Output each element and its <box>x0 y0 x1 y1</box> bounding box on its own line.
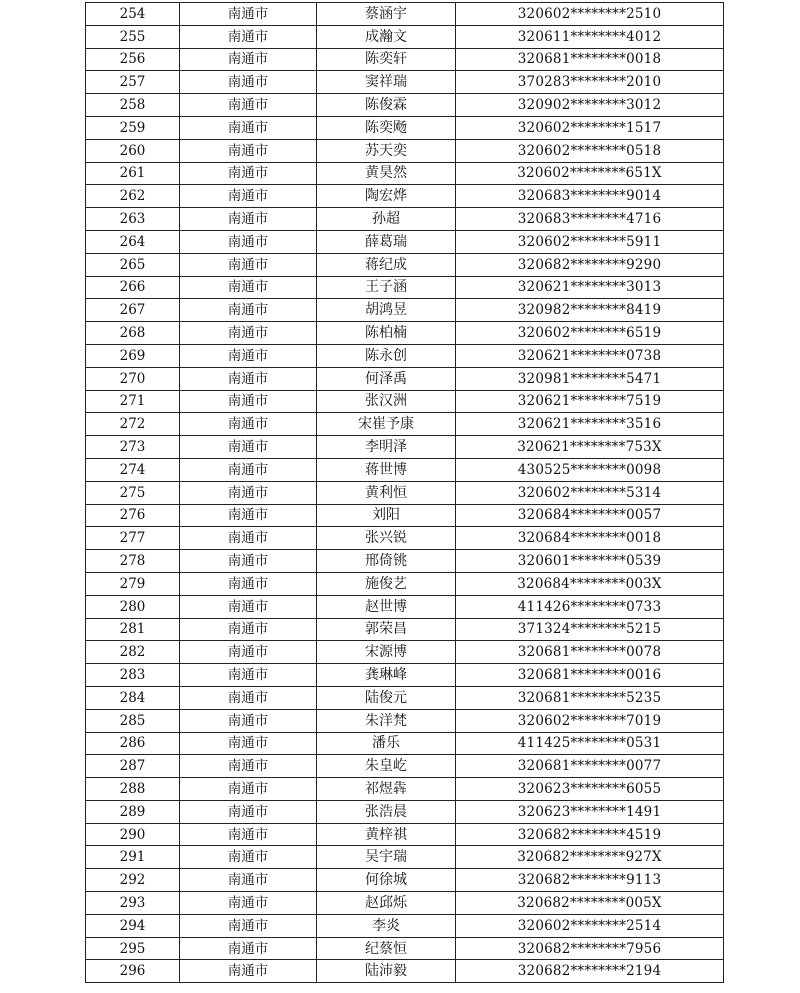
cell-city: 南通市 <box>180 299 317 322</box>
cell-id-number: 320602********2514 <box>456 914 724 937</box>
table-row <box>86 94 724 117</box>
table-row <box>86 732 724 755</box>
cell-id-number: 320602********7019 <box>456 709 724 732</box>
cell-number: 291 <box>86 846 180 869</box>
table-row <box>86 664 724 687</box>
cell-number: 272 <box>86 413 180 436</box>
table-row <box>86 709 724 732</box>
cell-number: 295 <box>86 937 180 960</box>
cell-id-number: 320682********005X <box>456 892 724 915</box>
cell-city: 南通市 <box>180 253 317 276</box>
cell-number: 268 <box>86 322 180 345</box>
cell-city: 南通市 <box>180 276 317 299</box>
table-row <box>86 823 724 846</box>
cell-number: 285 <box>86 709 180 732</box>
cell-name: 王子涵 <box>317 276 456 299</box>
table-row <box>86 572 724 595</box>
cell-number: 254 <box>86 3 180 26</box>
cell-city: 南通市 <box>180 25 317 48</box>
cell-city: 南通市 <box>180 48 317 71</box>
cell-name: 张汉洲 <box>317 390 456 413</box>
table-row <box>86 299 724 322</box>
cell-number: 289 <box>86 800 180 823</box>
cell-name: 祁煜犇 <box>317 778 456 801</box>
table-row <box>86 846 724 869</box>
cell-number: 283 <box>86 664 180 687</box>
table-row <box>86 755 724 778</box>
cell-city: 南通市 <box>180 322 317 345</box>
cell-id-number: 320682********2194 <box>456 960 724 983</box>
cell-number: 255 <box>86 25 180 48</box>
cell-id-number: 320681********0018 <box>456 48 724 71</box>
cell-name: 刘阳 <box>317 504 456 527</box>
table-row <box>86 892 724 915</box>
cell-city: 南通市 <box>180 709 317 732</box>
cell-number: 292 <box>86 869 180 892</box>
cell-id-number: 320982********8419 <box>456 299 724 322</box>
cell-city: 南通市 <box>180 914 317 937</box>
cell-id-number: 320621********0738 <box>456 344 724 367</box>
cell-name: 蔡涵宇 <box>317 3 456 26</box>
cell-number: 258 <box>86 94 180 117</box>
cell-city: 南通市 <box>180 869 317 892</box>
cell-name: 陈奕轩 <box>317 48 456 71</box>
cell-number: 262 <box>86 185 180 208</box>
cell-id-number: 320683********4716 <box>456 208 724 231</box>
cell-number: 288 <box>86 778 180 801</box>
cell-city: 南通市 <box>180 162 317 185</box>
cell-id-number: 320682********9113 <box>456 869 724 892</box>
table-row <box>86 116 724 139</box>
cell-name: 邢倚铫 <box>317 550 456 573</box>
cell-name: 宋源博 <box>317 641 456 664</box>
cell-name: 薛葛瑞 <box>317 230 456 253</box>
cell-city: 南通市 <box>180 94 317 117</box>
cell-id-number: 320684********0018 <box>456 527 724 550</box>
cell-city: 南通市 <box>180 686 317 709</box>
table-row <box>86 322 724 345</box>
cell-city: 南通市 <box>180 481 317 504</box>
cell-city: 南通市 <box>180 618 317 641</box>
cell-id-number: 320681********0077 <box>456 755 724 778</box>
cell-city: 南通市 <box>180 458 317 481</box>
table-row <box>86 641 724 664</box>
cell-city: 南通市 <box>180 732 317 755</box>
cell-city: 南通市 <box>180 230 317 253</box>
cell-number: 275 <box>86 481 180 504</box>
cell-id-number: 320681********0078 <box>456 641 724 664</box>
cell-city: 南通市 <box>180 344 317 367</box>
cell-number: 256 <box>86 48 180 71</box>
cell-name: 黄利恒 <box>317 481 456 504</box>
cell-name: 张浩晨 <box>317 800 456 823</box>
cell-id-number: 320602********2510 <box>456 3 724 26</box>
cell-id-number: 320621********7519 <box>456 390 724 413</box>
cell-id-number: 430525********0098 <box>456 458 724 481</box>
cell-city: 南通市 <box>180 436 317 459</box>
cell-number: 286 <box>86 732 180 755</box>
cell-id-number: 320602********1517 <box>456 116 724 139</box>
cell-name: 郭荣昌 <box>317 618 456 641</box>
cell-city: 南通市 <box>180 664 317 687</box>
cell-number: 284 <box>86 686 180 709</box>
table-row <box>86 618 724 641</box>
table-row <box>86 458 724 481</box>
cell-id-number: 320684********003X <box>456 572 724 595</box>
cell-city: 南通市 <box>180 755 317 778</box>
cell-number: 265 <box>86 253 180 276</box>
cell-number: 294 <box>86 914 180 937</box>
cell-id-number: 320682********9290 <box>456 253 724 276</box>
cell-number: 274 <box>86 458 180 481</box>
cell-city: 南通市 <box>180 892 317 915</box>
cell-id-number: 320682********927X <box>456 846 724 869</box>
cell-id-number: 320981********5471 <box>456 367 724 390</box>
cell-city: 南通市 <box>180 139 317 162</box>
cell-name: 龚琳峰 <box>317 664 456 687</box>
table-row <box>86 504 724 527</box>
table-row <box>86 367 724 390</box>
cell-name: 施俊艺 <box>317 572 456 595</box>
cell-id-number: 320623********1491 <box>456 800 724 823</box>
cell-number: 276 <box>86 504 180 527</box>
cell-id-number: 320611********4012 <box>456 25 724 48</box>
cell-number: 271 <box>86 390 180 413</box>
table-row <box>86 960 724 983</box>
cell-city: 南通市 <box>180 937 317 960</box>
cell-id-number: 320621********753X <box>456 436 724 459</box>
cell-id-number: 320682********7956 <box>456 937 724 960</box>
cell-name: 成瀚文 <box>317 25 456 48</box>
cell-id-number: 320682********4519 <box>456 823 724 846</box>
cell-number: 261 <box>86 162 180 185</box>
cell-name: 朱皇屹 <box>317 755 456 778</box>
cell-number: 281 <box>86 618 180 641</box>
cell-city: 南通市 <box>180 116 317 139</box>
cell-number: 280 <box>86 595 180 618</box>
cell-id-number: 320602********651X <box>456 162 724 185</box>
cell-name: 陈永创 <box>317 344 456 367</box>
table-row <box>86 48 724 71</box>
cell-name: 赵邱烁 <box>317 892 456 915</box>
cell-city: 南通市 <box>180 823 317 846</box>
cell-number: 277 <box>86 527 180 550</box>
cell-name: 陈俊霖 <box>317 94 456 117</box>
cell-name: 张兴锐 <box>317 527 456 550</box>
cell-number: 296 <box>86 960 180 983</box>
cell-id-number: 371324********5215 <box>456 618 724 641</box>
cell-id-number: 411426********0733 <box>456 595 724 618</box>
cell-name: 蒋纪成 <box>317 253 456 276</box>
cell-city: 南通市 <box>180 527 317 550</box>
table-row <box>86 778 724 801</box>
cell-city: 南通市 <box>180 572 317 595</box>
cell-id-number: 320681********0016 <box>456 664 724 687</box>
cell-id-number: 320602********5314 <box>456 481 724 504</box>
cell-name: 潘乐 <box>317 732 456 755</box>
table-row <box>86 595 724 618</box>
cell-city: 南通市 <box>180 595 317 618</box>
cell-id-number: 320621********3516 <box>456 413 724 436</box>
cell-number: 270 <box>86 367 180 390</box>
table-row <box>86 800 724 823</box>
cell-id-number: 320602********0518 <box>456 139 724 162</box>
cell-name: 吴宇瑞 <box>317 846 456 869</box>
cell-number: 260 <box>86 139 180 162</box>
table-row <box>86 914 724 937</box>
table-row <box>86 230 724 253</box>
cell-name: 朱洋梵 <box>317 709 456 732</box>
cell-city: 南通市 <box>180 185 317 208</box>
cell-city: 南通市 <box>180 778 317 801</box>
cell-city: 南通市 <box>180 800 317 823</box>
cell-id-number: 320621********3013 <box>456 276 724 299</box>
cell-name: 赵世博 <box>317 595 456 618</box>
cell-number: 290 <box>86 823 180 846</box>
cell-number: 293 <box>86 892 180 915</box>
table-row <box>86 276 724 299</box>
table-row <box>86 390 724 413</box>
cell-name: 何泽禹 <box>317 367 456 390</box>
cell-name: 宋崔予康 <box>317 413 456 436</box>
cell-number: 257 <box>86 71 180 94</box>
roster-body <box>86 3 724 983</box>
table-row <box>86 208 724 231</box>
cell-name: 陶宏烨 <box>317 185 456 208</box>
table-row <box>86 436 724 459</box>
table-row <box>86 344 724 367</box>
cell-city: 南通市 <box>180 846 317 869</box>
table-row <box>86 71 724 94</box>
cell-city: 南通市 <box>180 413 317 436</box>
table-row <box>86 185 724 208</box>
cell-name: 何徐城 <box>317 869 456 892</box>
cell-name: 陈奕飏 <box>317 116 456 139</box>
cell-city: 南通市 <box>180 71 317 94</box>
cell-id-number: 320681********5235 <box>456 686 724 709</box>
table-row <box>86 686 724 709</box>
cell-city: 南通市 <box>180 390 317 413</box>
cell-name: 胡鸿昱 <box>317 299 456 322</box>
cell-number: 267 <box>86 299 180 322</box>
cell-number: 264 <box>86 230 180 253</box>
cell-id-number: 370283********2010 <box>456 71 724 94</box>
cell-name: 黄昊然 <box>317 162 456 185</box>
cell-id-number: 411425********0531 <box>456 732 724 755</box>
table-row <box>86 25 724 48</box>
cell-number: 282 <box>86 641 180 664</box>
cell-id-number: 320602********5911 <box>456 230 724 253</box>
cell-number: 259 <box>86 116 180 139</box>
cell-name: 窦祥瑞 <box>317 71 456 94</box>
cell-id-number: 320683********9014 <box>456 185 724 208</box>
cell-id-number: 320601********0539 <box>456 550 724 573</box>
cell-name: 蒋世博 <box>317 458 456 481</box>
cell-name: 李明泽 <box>317 436 456 459</box>
cell-city: 南通市 <box>180 960 317 983</box>
cell-city: 南通市 <box>180 550 317 573</box>
table-row <box>86 253 724 276</box>
cell-number: 278 <box>86 550 180 573</box>
table-row <box>86 937 724 960</box>
table-row <box>86 481 724 504</box>
table-row <box>86 162 724 185</box>
cell-name: 李炎 <box>317 914 456 937</box>
roster-table <box>85 2 724 983</box>
table-row <box>86 550 724 573</box>
cell-name: 陈柏楠 <box>317 322 456 345</box>
cell-number: 273 <box>86 436 180 459</box>
table-row <box>86 527 724 550</box>
cell-city: 南通市 <box>180 504 317 527</box>
table-row <box>86 869 724 892</box>
cell-number: 279 <box>86 572 180 595</box>
cell-city: 南通市 <box>180 367 317 390</box>
cell-city: 南通市 <box>180 3 317 26</box>
cell-id-number: 320902********3012 <box>456 94 724 117</box>
cell-name: 陆沛毅 <box>317 960 456 983</box>
table-row <box>86 3 724 26</box>
cell-id-number: 320602********6519 <box>456 322 724 345</box>
cell-city: 南通市 <box>180 641 317 664</box>
cell-name: 孙超 <box>317 208 456 231</box>
cell-name: 黄梓祺 <box>317 823 456 846</box>
table-row <box>86 139 724 162</box>
cell-number: 269 <box>86 344 180 367</box>
cell-name: 纪蔡恒 <box>317 937 456 960</box>
cell-number: 287 <box>86 755 180 778</box>
cell-name: 苏天奕 <box>317 139 456 162</box>
cell-number: 263 <box>86 208 180 231</box>
cell-city: 南通市 <box>180 208 317 231</box>
cell-id-number: 320684********0057 <box>456 504 724 527</box>
cell-name: 陆俊元 <box>317 686 456 709</box>
cell-id-number: 320623********6055 <box>456 778 724 801</box>
table-row <box>86 413 724 436</box>
cell-number: 266 <box>86 276 180 299</box>
